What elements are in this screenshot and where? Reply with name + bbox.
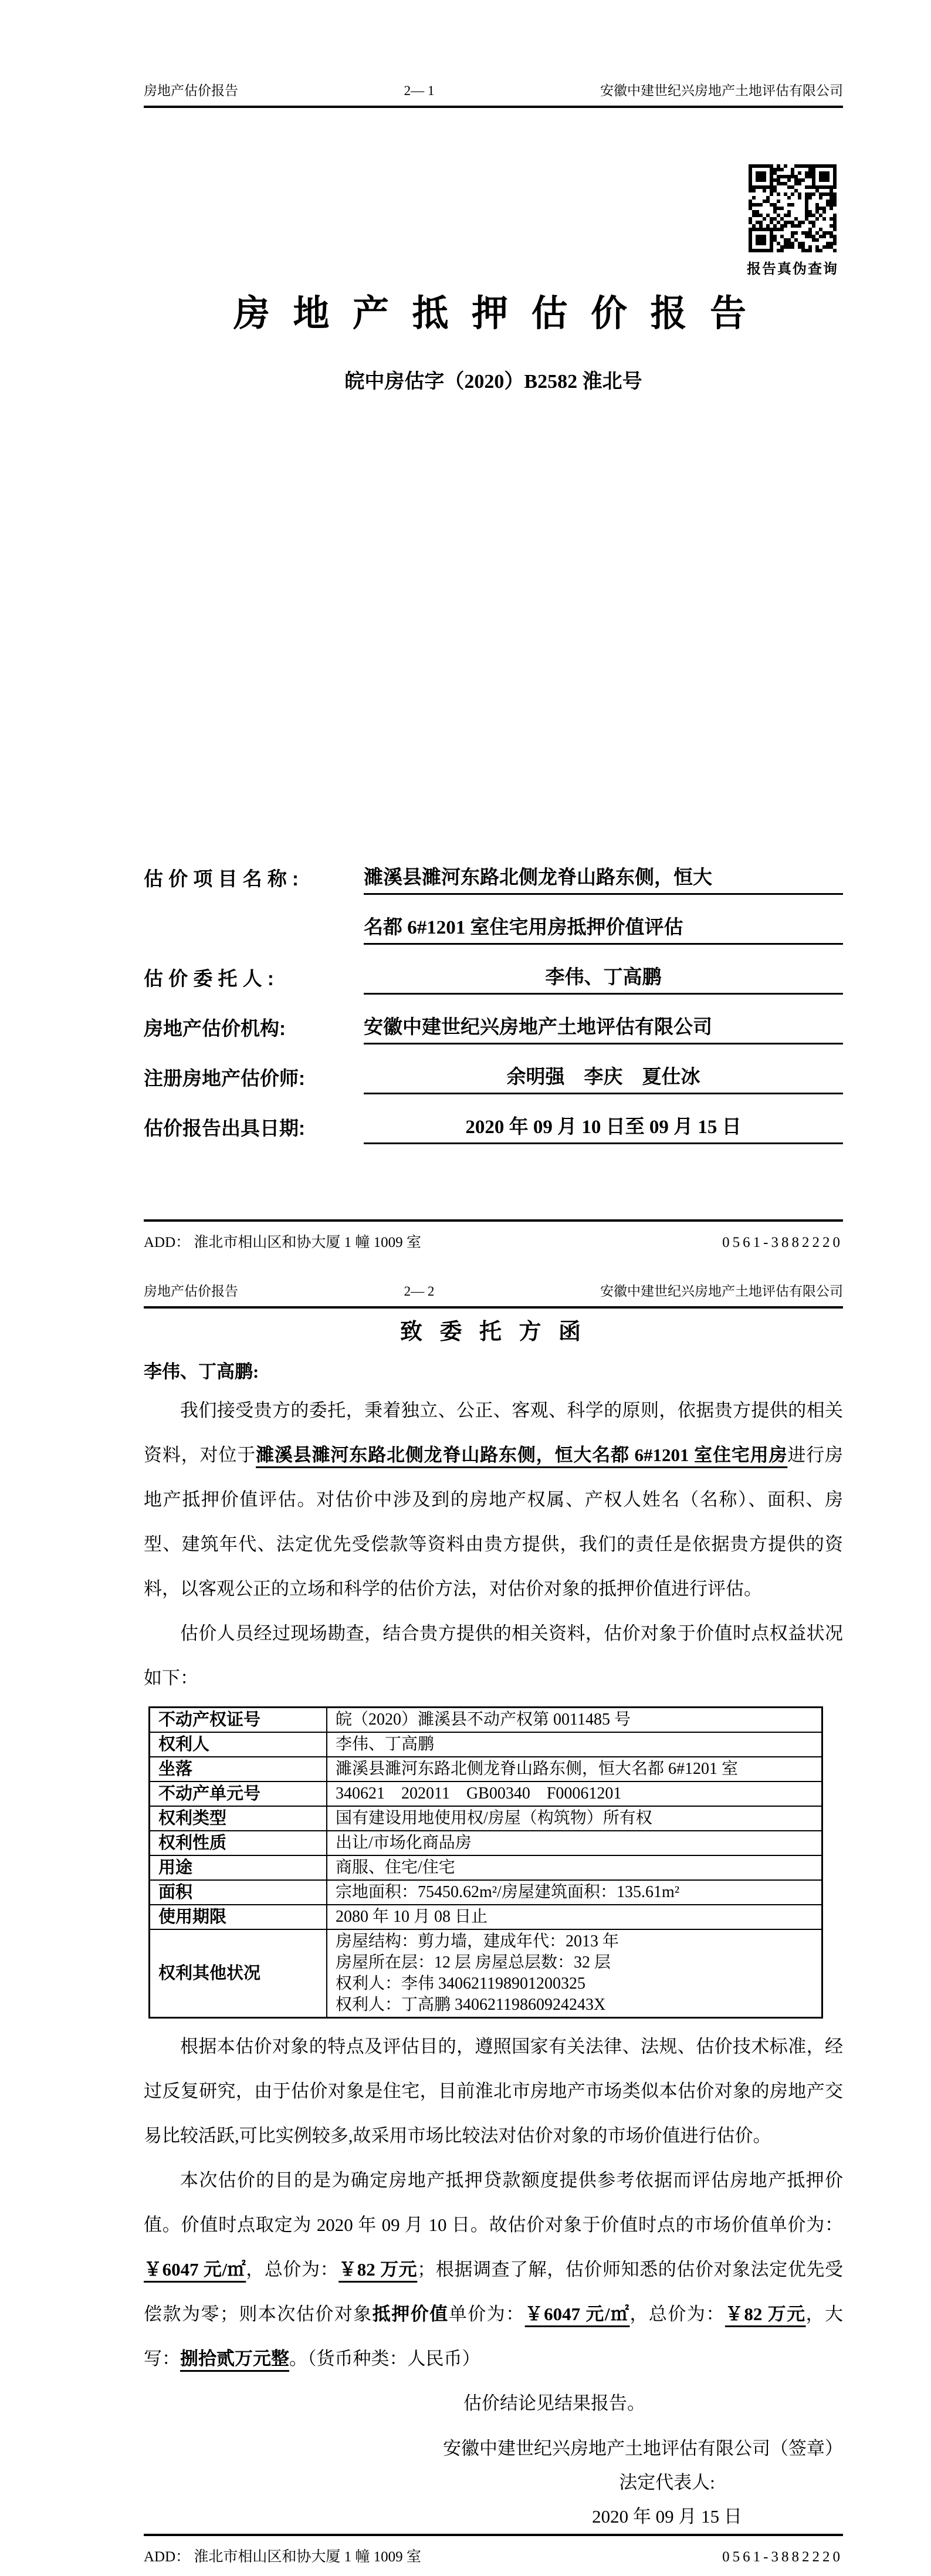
text-run: 本次估价的目的是为确定房地产抵押贷款额度提供参考依据而评估房地产抵押价值。价值时点取定为 2020 年 09 月 10 日。故估价对象于价值时点的市场价值单价为： bbox=[144, 2170, 843, 2235]
table-row bbox=[150, 1880, 822, 1905]
salutation: 李伟、丁高鹏: bbox=[144, 1361, 259, 1382]
field-label: 估价报告出具日期: bbox=[144, 1117, 305, 1139]
cover-fields bbox=[144, 845, 843, 1144]
table-row-label: 坐落 bbox=[150, 1757, 327, 1781]
table-row bbox=[150, 1806, 822, 1831]
table-row bbox=[150, 1929, 822, 2018]
report-cover-page bbox=[0, 0, 931, 1262]
running-header bbox=[144, 82, 843, 108]
property-rights-table bbox=[148, 1706, 823, 2019]
field-row bbox=[144, 1094, 843, 1144]
table-row bbox=[150, 1831, 822, 1855]
table-value-line: 340621 202011 GB00340 F00061201 bbox=[336, 1784, 622, 1803]
emphasized-text-run: ￥6047 元/㎡ bbox=[524, 2304, 630, 2324]
text-run: ，总价为： bbox=[246, 2259, 339, 2280]
letter-title: 致 委 托 方 函 bbox=[400, 1320, 587, 1344]
table-row-value bbox=[327, 1757, 822, 1781]
field-row bbox=[144, 895, 843, 945]
running-header-page-number: 2— 2 bbox=[404, 1284, 435, 1299]
table-row bbox=[150, 1855, 822, 1880]
running-header-company: 安徽中建世纪兴房地产土地评估有限公司 bbox=[600, 83, 843, 98]
table-value-line: 国有建设用地使用权/房屋（构筑物）所有权 bbox=[336, 1809, 652, 1827]
paragraph-method: 根据本估价对象的特点及评估目的，遵照国家有关法律、法规、估价技术标准，经过反复研究，由于估价对象是住宅，目前淮北市房地产市场类似本估价对象的房地产交易比较活跃,可比实例较多,故采用市场比较法对估价对象的市场价值进行估价。 bbox=[144, 2036, 843, 2146]
text-run: 我们接受贵方的委托，秉着独立、公正、客观、科学的原则，依据贵方提供的相关资料，对位于 bbox=[144, 1400, 843, 1465]
emphasized-text-run: 濉溪县濉河东路北侧龙脊山路东侧，恒大名都 6#1201 室住宅用房 bbox=[256, 1445, 788, 1465]
footer-address: ADD： 淮北市相山区和协大厦 1 幢 1009 室 bbox=[144, 1235, 421, 1250]
table-row-value bbox=[327, 1781, 822, 1806]
qr-code-icon bbox=[749, 164, 837, 252]
table-row-label: 不动产单元号 bbox=[150, 1781, 327, 1806]
field-value: 安徽中建世纪兴房地产土地评估有限公司 bbox=[364, 1012, 843, 1044]
paragraph-survey: 估价人员经过现场勘查，结合贵方提供的相关资料，估价对象于价值时点权益状况如下： bbox=[144, 1623, 843, 1688]
table-value-line: 权利人：丁高鹏 34062119860924243X bbox=[336, 1996, 606, 2014]
table-row-label: 权利人 bbox=[150, 1732, 327, 1757]
footer-phone: 0561-3882220 bbox=[722, 1235, 843, 1250]
table-row bbox=[150, 1732, 822, 1757]
table-value-line: 2080 年 10 月 08 日止 bbox=[336, 1908, 488, 1926]
table-value-line: 宗地面积：75450.62m²/房屋建筑面积：135.61m² bbox=[336, 1883, 680, 1901]
field-label: 估 价 委 托 人 : bbox=[144, 968, 274, 989]
field-label: 估 价 项 目 名 称 : bbox=[144, 868, 299, 890]
qr-verification-block bbox=[746, 164, 839, 278]
conclusion-note: 估价结论见结果报告。 bbox=[463, 2393, 645, 2413]
field-value: 李伟、丁高鹏 bbox=[364, 962, 843, 995]
table-row bbox=[150, 1781, 822, 1806]
field-row bbox=[144, 945, 843, 995]
table-row-value bbox=[327, 1905, 822, 1929]
running-header-company: 安徽中建世纪兴房地产土地评估有限公司 bbox=[600, 1284, 843, 1299]
field-row bbox=[144, 995, 843, 1044]
table-row-label: 权利类型 bbox=[150, 1806, 327, 1831]
emphasized-text-run: ￥82 万元 bbox=[725, 2304, 806, 2324]
emphasized-text-run: ￥82 万元 bbox=[338, 2259, 418, 2280]
table-value-line: 权利人：李伟 340621198901200325 bbox=[336, 1975, 585, 1993]
running-header-doc-title: 房地产估价报告 bbox=[144, 1284, 238, 1299]
field-value: 名都 6#1201 室住宅用房抵押价值评估 bbox=[364, 912, 843, 945]
table-row bbox=[150, 1905, 822, 1929]
table-row-value bbox=[327, 1806, 822, 1831]
paragraph-valuation-result bbox=[144, 2158, 843, 2381]
running-header-page-number: 2— 1 bbox=[404, 83, 435, 98]
paragraph-engagement bbox=[144, 1388, 843, 1611]
field-row bbox=[144, 1044, 843, 1094]
text-run: ；根据调查了解，估价师知悉的估价对象法定优先受偿款为零；则本次估价对象 bbox=[144, 2259, 844, 2324]
letter-page bbox=[0, 1262, 931, 2565]
table-row-value bbox=[327, 1732, 822, 1757]
table-row-label: 权利性质 bbox=[150, 1831, 327, 1855]
table-value-line: 商服、住宅/住宅 bbox=[336, 1858, 455, 1877]
signature-date: 2020 年 09 月 15 日 bbox=[592, 2506, 742, 2527]
text-run: 进行房地产抵押价值评估。对估价中涉及到的房地产权属、产权人姓名（名称）、面积、房型、建筑年代、法定优先受偿款等资料由贵方提供，我们的责任是依据贵方提供的资料，以客观公正的立场和科学的估价方法，对估价对象的抵押价值进行评估。 bbox=[144, 1445, 844, 1599]
table-value-line: 出让/市场化商品房 bbox=[336, 1834, 472, 1852]
footer-address: ADD： 淮北市相山区和协大厦 1 幢 1009 室 bbox=[144, 2549, 421, 2565]
emphasized-text-run: 抵押价值 bbox=[372, 2304, 449, 2324]
field-label: 注册房地产估价师: bbox=[144, 1067, 305, 1089]
table-row bbox=[150, 1757, 822, 1781]
table-value-line: 濉溪县濉河东路北侧龙脊山路东侧，恒大名都 6#1201 室 bbox=[336, 1760, 739, 1778]
text-run: ，大写： bbox=[144, 2304, 844, 2369]
page-footer bbox=[144, 1219, 843, 1262]
text-run: 单价为： bbox=[448, 2304, 525, 2324]
running-header bbox=[144, 1283, 843, 1309]
table-value-line: 房屋所在层：12 层 房屋总层数：32 层 bbox=[336, 1953, 611, 1972]
signature-block bbox=[344, 2432, 843, 2534]
company-seal-line: 安徽中建世纪兴房地产土地评估有限公司（签章） bbox=[443, 2438, 843, 2459]
emphasized-text-run: ￥6047 元/㎡ bbox=[144, 2259, 246, 2280]
table-row-value bbox=[327, 1855, 822, 1880]
table-row-value bbox=[327, 1880, 822, 1905]
report-title: 房 地 产 抵 押 估 价 报 告 bbox=[233, 294, 753, 334]
table-row-value bbox=[327, 1831, 822, 1855]
table-row-label: 面积 bbox=[150, 1880, 327, 1905]
text-run: 。（货币种类：人民币） bbox=[289, 2348, 480, 2369]
table-row-label: 权利其他状况 bbox=[150, 1929, 327, 2018]
footer-phone: 0561-3882220 bbox=[722, 2549, 843, 2565]
table-row-value bbox=[327, 1708, 822, 1733]
table-value-line: 房屋结构：剪力墙，建成年代：2013 年 bbox=[336, 1932, 619, 1950]
table-row-label: 使用期限 bbox=[150, 1905, 327, 1929]
table-value-line: 皖（2020）濉溪县不动产权第 0011485 号 bbox=[336, 1710, 631, 1729]
emphasized-text-run: 捌拾贰万元整 bbox=[180, 2348, 289, 2369]
qr-caption: 报告真伪查询 bbox=[747, 262, 838, 277]
field-value: 2020 年 09 月 10 日至 09 月 15 日 bbox=[364, 1111, 843, 1144]
field-label: 房地产估价机构: bbox=[144, 1017, 286, 1039]
table-row bbox=[150, 1708, 822, 1733]
text-run: ，总价为： bbox=[629, 2304, 725, 2324]
legal-representative-label: 法定代表人: bbox=[619, 2472, 715, 2493]
field-value: 濉溪县濉河东路北侧龙脊山路东侧，恒大 bbox=[364, 862, 843, 895]
field-value: 余明强 李庆 夏仕冰 bbox=[364, 1061, 843, 1094]
running-header-doc-title: 房地产估价报告 bbox=[144, 83, 238, 98]
report-number: 皖中房估字（2020）B2582 淮北号 bbox=[344, 371, 642, 393]
table-row-value bbox=[327, 1929, 822, 2018]
table-value-line: 李伟、丁高鹏 bbox=[336, 1735, 435, 1753]
table-row-label: 用途 bbox=[150, 1855, 327, 1880]
field-row bbox=[144, 845, 843, 895]
page-footer bbox=[144, 2534, 843, 2576]
table-row-label: 不动产权证号 bbox=[150, 1708, 327, 1733]
field-label bbox=[144, 941, 364, 945]
